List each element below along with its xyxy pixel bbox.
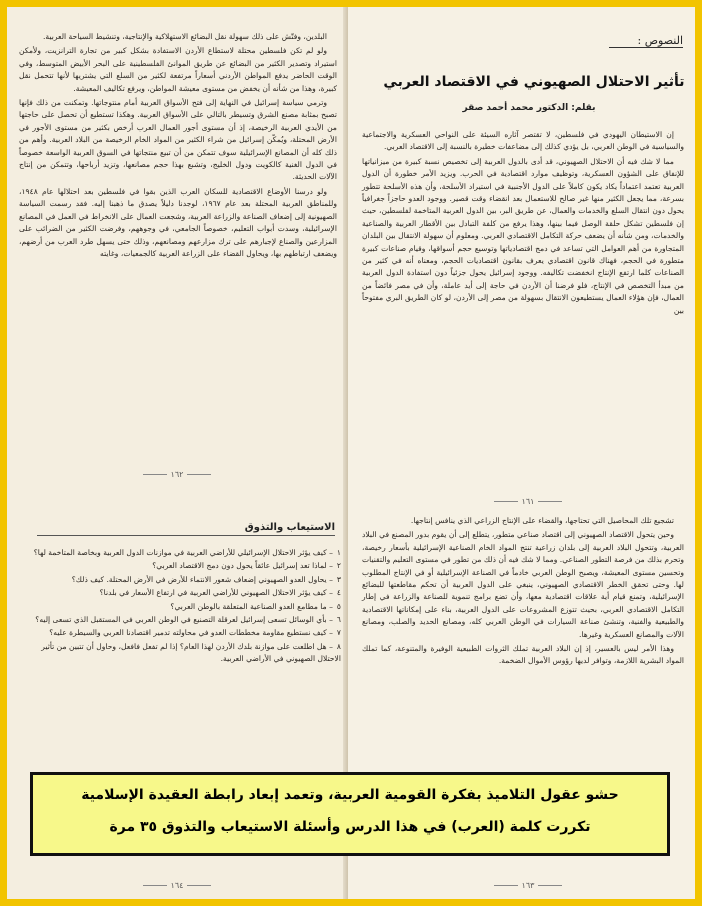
section-tag: النصوص : xyxy=(609,34,683,48)
page-number: ١٦٣ xyxy=(478,881,578,890)
article-byline: بقلم: الدكتور محمد أحمد صقر xyxy=(462,103,596,113)
right-paragraph: إن الاستيطان اليهودي في فلسطين، لا تقتصر آثاره السيئة على النواحي العسكرية والاجتماعية والسياسية في الوطن العربي، بل يؤدي كذلك إلى مضاعفات خطيرة بالنسبة إلى الاقتصاد العربي. xyxy=(362,130,684,152)
banner-line-1: حشو عقول التلاميذ بفكرة القومية العربية، وتعمد إبعاد رابطة العقيدة الإسلامية xyxy=(81,787,619,803)
exercise-item: ٧– كيف نستطيع مقاومة مخططات العدو في محاولته تدمير اقتصادنا العربي والسيطرة عليه؟ xyxy=(49,628,341,638)
page-number: ١٦١ xyxy=(478,497,578,506)
exercise-item: ٨– هل اطلعت على موازنة بلدك الأردن لهذا العام؟ إذا لم تفعل فافعل، وحاول أن تتبين من تأثير الاحتلال الصهيوني في الأراضي العربية. xyxy=(41,641,341,664)
right-paragraph: وهذا الأمر ليس بالعسير، إذ إن البلاد العربية تملك الثروات الطبيعية الوفيرة والمتنوعة، كما تملك المواد البشرية اللازمة، وتوافر لديها رؤوس الأموال الضخمة. xyxy=(362,644,684,666)
banner-line-2: تكررت كلمة (العرب) في هذا الدرس وأسئلة الاستيعاب والتذوق ٣٥ مرة xyxy=(109,819,591,835)
left-paragraph: البلدين، وفتّش على ذلك سهولة نقل البضائع الاستهلاكية والإنتاجية، وتنشيط السياحة العربية. xyxy=(42,32,327,41)
right-page-body xyxy=(362,129,684,319)
right-paragraph: وحين يتحول الاقتصاد الصهيوني إلى اقتصاد صناعي متطور، يتطلع إلى أن يقوم بدور المصنع في البلاد العربية، وتتحول البلاد العربية إلى بلدان زراعية تنتج المواد الخام الصناعية الإسرائيلية بأسعار رخيصة، وتحرم بذلك من فرصة التطور الصناعي. ومما لا شك فيه أن ذلك من تطور في مستوى التعليم والتقنيات وتحسين مستوى المعيشة، ويصبح الوطن العربي خادماً في الصناعة الإسرائيلية أو في الإنتاج المطلوب لها. وحتى تحقق الخطر الاقتصادي الصهيوني، ينبغي على الدول العربية أن تحكم مقاطعتها للبضائع الإسرائيلية، وتمنع قيام أية علاقات اقتصادية معها، وأن تضع برامج تنموية للصناعة والزراعة في إطار التكامل الاقتصادي العربي، بحيث تتوزع المشروعات على الدول العربية، بناء على إمكاناتها الاقتصادية والطبيعية والفنية، وتنشئ صناعة السيارات في الوطن العربي كله، ومصانع الحديد والصلب، ومصانع الآلات والمصانع العسكرية وغيرها. xyxy=(362,530,684,639)
right-page xyxy=(348,7,695,899)
page-number: ١٦٤ xyxy=(127,881,227,890)
exercise-item: ٣– يحاول العدو الصهيوني إضعاف شعور الانتماء للأرض في الأرض المحتلة. كيف ذلك؟ xyxy=(71,574,341,584)
left-paragraph: وترمي سياسة إسرائيل في النهاية إلى فتح الأسواق العربية أمام منتوجاتها. وتمكنت من ذلك فإنها تصبح بمثابة مصنع الشرق وتسيطر بالتالي على الأسواق العربية. وهكذا تستطيع أن تحصل على حاجتها من الأيدي العربية الرخيصة، إذ أن مستوى أجور العمال العرب أرخص بكثير من مستوى الأجور في الأرض المحتلة، ويُمكّن إسرائيل من شراء الكثير من المواد الخام الرخيصة من البلاد العربية. وأهم من ذلك كله أن المصانع الإسرائيلية سوف تتمكن من أن تبيع منتجاتها في السوق العربية الواسعة خصوصاً في الدول الغنية كالكويت ودول الخليج، وتشبع بهذا حجم مصانعها، وتزيد أرباحها، وتتمكن من إنتاج الآلات الحديثة. xyxy=(19,98,337,182)
left-page xyxy=(7,7,348,899)
exercise-item: ٥– ما مطامع العدو الصناعية المتعلقة بالوطن العربي؟ xyxy=(170,601,341,611)
annotation-banner xyxy=(30,772,670,856)
left-page-top-text xyxy=(19,31,337,262)
exercise-list xyxy=(21,547,341,667)
exercise-item: ٤– كيف يؤثر الاحتلال الصهيوني للأراضي العربية في ارتفاع الأسعار في بلدنا؟ xyxy=(99,588,341,598)
right-page-body-bottom xyxy=(362,515,684,670)
left-paragraph: ولو درسنا الأوضاع الاقتصادية للسكان العرب الذين بقوا في فلسطين بعد احتلالها عام ١٩٤٨، وللمناطق العربية المحتلة بعد عام ١٩٦٧، لوجدنا دليلاً يصدق ما ذهبنا إليه. فقد رسمت السياسة الصهيونية إلى إضعاف الصناعة والزراعة العربية، وشجعت العمال على الانخراط في العمل في المصانع الإسرائيلية، وسدت أبواب التعليم، خصوصاً الجامعي، في وجوههم، وفرضت الكثير من الضرائب على المزارعين والصناع لإجبارهم على ترك مزارعهم ومصانعهم، وذلك حتى يسهل طرد العرب من أرضهم، ويضعف ارتباطهم بها، ويحاول القضاء على الزراعة العربية كالجمعيات، وغايته xyxy=(19,186,337,258)
exercise-item: ٦– بأي الوسائل تسعى إسرائيل لعرقلة التصنيع في الوطن العربي في المستقبل الذي تسعى إليه؟ xyxy=(35,615,341,625)
right-paragraph: مما لا شك فيه أن الاحتلال الصهيوني، قد أدى بالدول العربية إلى تخصيص نسبة كبيرة من ميزانياتها للإنفاق على الشؤون العسكرية، وتوظيف موارد اقتصادية في الحرب. ويزيد الأمر خطورة أن الدول العربية تعتمد اعتماداً يكاد يكون كاملاً على الدول الأجنبية في استيراد الأسلحة، وأن هذه الأسلحة تتطور بسرعة، مما يجعل الكثير منها غير صالح للاستعمال بعد انقضاء وقت قصير. ووجود العدو حاجزاً جغرافياً يحول دون انتقال السلع والخدمات والعمال، عن طريق البر، بين الدول العربية المتاخمة لفلسطين، حيث إن فلسطين تشكل حلقة الوصل فيما بينها، وهذا يرفع من كلفة التبادل بين الأقطار العربية والصناعية والخدمات، ومن شأنه أن يضعف حركة التكامل الاقتصادي العربي. ومعلوم أن سهولة الانتقال بين البلدان المتجاورة من أهم العوامل التي تساعد في دمج اقتصادياتها وتوسيع حجم أسواقها، وقيام صناعات كبيرة متطورة في الحجم، فهناك قانون اقتصادي يعرف بقانون اقتصاديات الحجم، ومعناه أنه في كثير من الصناعات كلما ارتفع الإنتاج انخفضت تكاليفه. ووجود إسرائيل يحول جزئياً دون استفادة الدول العربية من مبدأ التخصص في الإنتاج، فلو فرضنا أن الأردن في حاجة إلى أيد عاملة، وأن في مصر فائضاً من العمال، فإن هؤلاء العمال يستطيعون الانتقال بسهولة من مصر إلى الأردن، لو كان الطريق البري مفتوحاً بين xyxy=(362,156,684,315)
exercise-item: ٢– لماذا تعد إسرائيل عائقاً يحول دون دمج الاقتصاد العربي؟ xyxy=(152,561,341,571)
exercise-item: ١– كيف يؤثر الاحتلال الإسرائيلي للأراضي العربية في موازنات الدول العربية وبخاصة المتاخمة لها؟ xyxy=(33,548,341,557)
exercise-title: الاستيعاب والتذوق xyxy=(207,522,335,533)
document-frame xyxy=(7,7,695,899)
page-number: ١٦٢ xyxy=(127,470,227,479)
left-paragraph: ولو لم تكن فلسطين محتلة لاستطاع الأردن الاستفادة بشكل كبير من تجارة الترانزيت، ولأمكن استيراد وتصدير الكثير من البضائع عن طريق الموانئ الفلسطينية على البحر الأبيض المتوسط، وفي الوقت الحاضر يدفع المواطن الأردني أسعاراً مرتفعة لكثير من السلع التي يشتريها لأنها تتحمل نقل كبيرة، وهذا من شأنه أن يخفض من مستوى معيشة المواطن، ويرفع تكاليف المعيشة. xyxy=(19,46,337,93)
right-paragraph: تشجيع تلك المحاصيل التي تحتاجها، والقضاء على الإنتاج الزراعي الذي ينافس إنتاجها. xyxy=(410,516,674,525)
article-title: تأثير الاحتلال الصهيوني في الاقتصاد العربي xyxy=(383,74,685,90)
